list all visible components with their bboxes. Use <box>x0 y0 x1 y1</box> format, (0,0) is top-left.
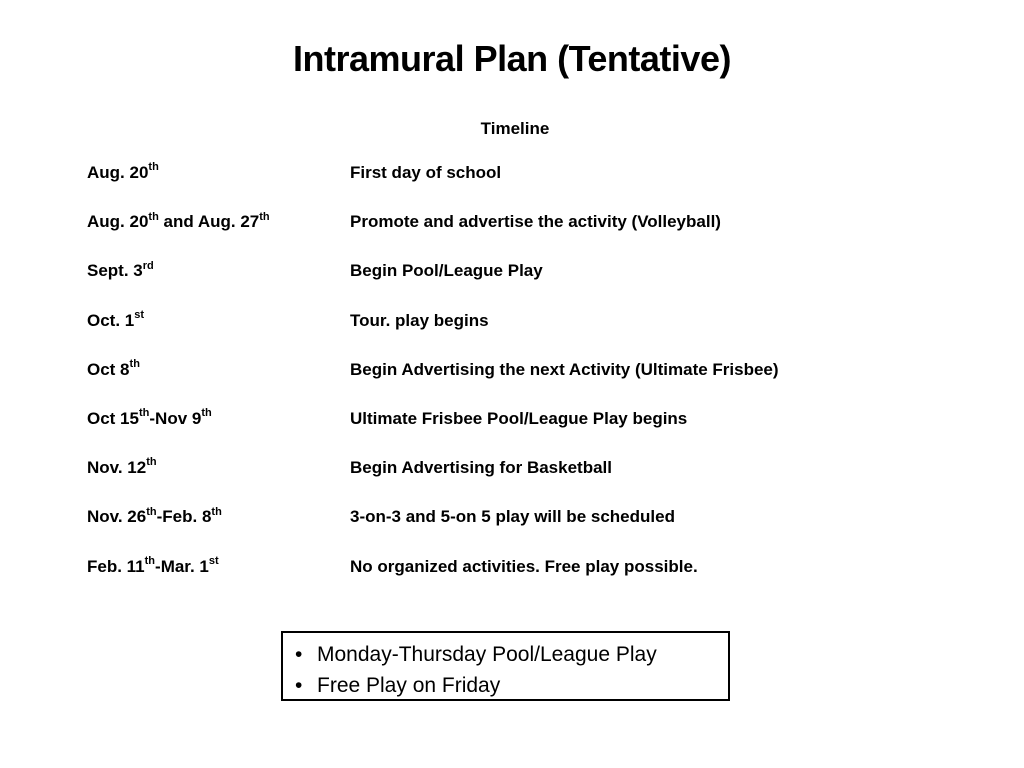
date-text: Feb. 11 <box>87 556 145 576</box>
date-ordinal-suffix: th <box>211 505 222 518</box>
date-text: -Feb. 8 <box>156 507 212 527</box>
timeline-heading: Timeline <box>480 119 550 138</box>
timeline-description: First day of school <box>350 163 502 182</box>
bullet-icon: • <box>295 643 303 666</box>
date-ordinal-suffix: rd <box>142 259 154 272</box>
date-text: Oct. 1 <box>87 310 135 330</box>
date-text: Oct 8 <box>87 359 130 379</box>
timeline-row <box>87 554 987 606</box>
timeline-description: 3-on-3 and 5-on 5 play will be scheduled <box>350 507 675 527</box>
timeline-date <box>87 409 212 429</box>
timeline-row <box>87 458 987 507</box>
date-ordinal-suffix: th <box>146 456 157 469</box>
timeline-row <box>87 163 987 212</box>
timeline-description: Promote and advertise the activity (Volleyball) <box>350 212 721 232</box>
date-ordinal-suffix: th <box>138 407 150 420</box>
date-text: Sept. 3 <box>87 261 143 281</box>
date-ordinal-suffix: th <box>148 161 159 174</box>
date-text: -Mar. 1 <box>155 556 209 576</box>
date-ordinal-suffix: th <box>148 210 159 223</box>
date-ordinal-suffix: th <box>201 407 212 420</box>
timeline-description: Tour. play begins <box>350 310 489 330</box>
timeline-date <box>87 261 154 281</box>
timeline-description: Ultimate Frisbee Pool/League Play begins <box>350 408 688 428</box>
date-text: Aug. 20 <box>87 212 149 232</box>
date-text: Oct 15 <box>87 408 139 428</box>
timeline-row <box>87 507 987 556</box>
timeline-date <box>87 458 157 478</box>
timeline-date <box>87 308 145 331</box>
schedule-note-box <box>281 631 730 701</box>
date-ordinal-suffix: th <box>146 505 157 518</box>
timeline-row <box>87 360 987 409</box>
timeline-date <box>87 360 140 380</box>
timeline-row <box>87 261 987 310</box>
timeline-row <box>87 409 987 458</box>
timeline-date <box>87 507 222 527</box>
timeline-description: Begin Advertising the next Activity (Ultimate Frisbee) <box>350 359 779 379</box>
date-ordinal-suffix: st <box>208 554 219 567</box>
date-text: -Nov 9 <box>149 408 202 428</box>
timeline-description: No organized activities. Free play possible. <box>350 556 698 576</box>
date-text: Nov. 26 <box>87 507 147 527</box>
note-list-item <box>295 639 728 670</box>
page-title: Intramural Plan (Tentative) <box>293 38 731 79</box>
timeline-description: Begin Advertising for Basketball <box>350 458 612 478</box>
date-text: and Aug. 27 <box>158 212 260 232</box>
timeline-row <box>87 308 987 360</box>
date-ordinal-suffix: th <box>259 210 270 223</box>
bullet-icon: • <box>295 674 303 697</box>
date-ordinal-suffix: st <box>134 308 145 321</box>
timeline-date <box>87 212 270 232</box>
timeline-date <box>87 554 219 577</box>
note-text: Monday-Thursday Pool/League Play <box>317 643 657 666</box>
timeline-description: Begin Pool/League Play <box>350 261 543 281</box>
note-text: Free Play on Friday <box>317 674 501 697</box>
note-list-item <box>295 670 728 701</box>
date-text: Nov. 12 <box>87 458 147 478</box>
date-text: Aug. 20 <box>87 163 149 182</box>
date-ordinal-suffix: th <box>144 554 156 567</box>
date-ordinal-suffix: th <box>129 358 140 371</box>
timeline-list <box>87 163 987 606</box>
timeline-date <box>87 163 159 183</box>
timeline-row <box>87 212 987 261</box>
